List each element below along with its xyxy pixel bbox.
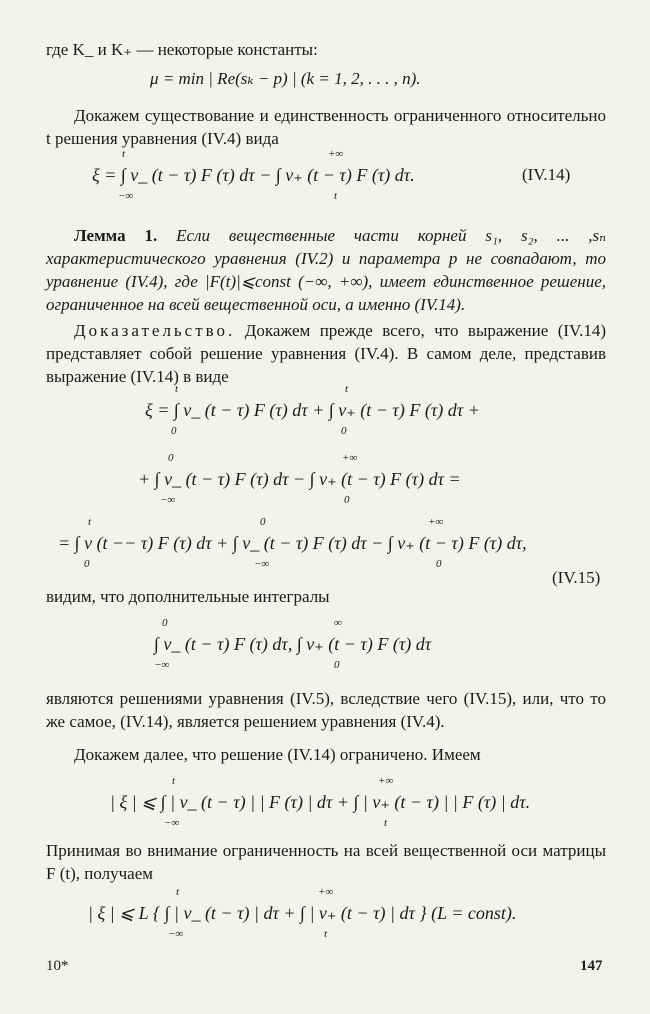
limit-upper: 0 [260, 516, 266, 528]
formula-iv15-line2 [0, 452, 650, 510]
formula-body: = ∫ v (t −− τ) F (τ) dτ + ∫ v_ (t − τ) F (τ) dτ − ∫ v₊ (t − τ) F (τ) dτ, [58, 533, 527, 553]
limit-upper: +∞ [342, 452, 358, 464]
limit-lower: −∞ [164, 817, 180, 829]
formula-body: | ξ | ⩽ L { ∫ | v_ (t − τ) | dτ + ∫ | v₊ (t − τ) | dτ } (L = const). [88, 903, 517, 923]
formula-body: ξ = ∫ v_ (t − τ) F (τ) dτ − ∫ v₊ (t − τ) F (τ) dτ. [92, 165, 415, 185]
limit-upper: +∞ [378, 775, 394, 787]
formula-iv14 [0, 148, 650, 206]
formula-body: + ∫ v_ (t − τ) F (τ) dτ − ∫ v₊ (t − τ) F (τ) dτ = [138, 469, 461, 489]
limit-lower: t [324, 928, 328, 940]
paragraph-existence: Докажем существование и единственность ограниченного относительно t решения уравнения (IV.4) вида [46, 106, 606, 148]
limit-upper: +∞ [328, 148, 344, 160]
limit-lower: t [384, 817, 388, 829]
intro-line: где K_ и K₊ — некоторые константы: [46, 40, 318, 59]
limit-upper: 0 [168, 452, 174, 464]
formula-additional-integrals [0, 617, 650, 675]
formula-iv15-line1 [0, 383, 650, 441]
limit-lower: −∞ [254, 558, 270, 570]
paragraph-taking-into-account: Принимая во внимание ограниченность на всей вещественной оси матрицы F (t), получаем [46, 841, 606, 883]
lemma-heading: Лемма 1. [74, 226, 158, 245]
paragraph-additional: видим, что дополнительные интегралы [46, 587, 330, 606]
formula-body: ξ = ∫ v_ (t − τ) F (τ) dτ + ∫ v₊ (t − τ) F (τ) dτ + [145, 400, 480, 420]
limit-upper: 0 [162, 617, 168, 629]
limit-lower: −∞ [154, 659, 170, 671]
limit-upper: ∞ [334, 617, 342, 629]
lemma-1 [46, 224, 606, 316]
limit-lower: −∞ [160, 494, 176, 506]
limit-upper: +∞ [428, 516, 444, 528]
limit-lower: −∞ [168, 928, 184, 940]
limit-upper: t [172, 775, 176, 787]
proof-paragraph [46, 319, 606, 388]
limit-upper: t [88, 516, 92, 528]
limit-lower: 0 [344, 494, 350, 506]
equation-number: (IV.15) [552, 568, 601, 587]
limit-upper: t [176, 886, 180, 898]
formula-mu: μ = min | Re(sₖ − p) | (k = 1, 2, . . . , n). [150, 69, 421, 88]
limit-lower: 0 [341, 425, 347, 437]
limit-upper: t [175, 383, 179, 395]
paragraph-bounded: Докажем далее, что решение (IV.14) ограничено. Имеем [74, 745, 481, 764]
signature-mark: 10* [46, 958, 69, 974]
formula-bound [0, 775, 650, 833]
formula-body: | ξ | ⩽ ∫ | v_ (t − τ) | | F (τ) | dτ + ∫ | v₊ (t − τ) | | F (τ) | dτ. [110, 792, 531, 812]
lemma-text: Если вещественные части корней s₁, s₂, ... ,sₙ характеристического уравнения (IV.2) и параметра p не совпадают, то уравнение (IV.4), где |F(t)|⩽const (−∞, +∞), имеет единственное решение, ограниченное на всей вещественной оси, а именно (IV.14). [46, 226, 607, 314]
formula-iv15-line3 [0, 516, 650, 574]
equation-number: (IV.14) [522, 165, 571, 184]
formula-body: ∫ v_ (t − τ) F (τ) dτ, ∫ v₊ (t − τ) F (τ) dτ [154, 634, 432, 654]
limit-upper: t [345, 383, 349, 395]
proof-text: Докажем прежде всего, что выражение (IV.14) представляет собой решение уравнения (IV.4). В самом деле, представив выражение (IV.14) в виде [46, 321, 607, 386]
paragraph-solutions: являются решениями уравнения (IV.5), вследствие чего (IV.15), или, что то же самое, (IV.14), является решением уравнения (IV.4). [46, 689, 606, 731]
limit-upper: t [122, 148, 126, 160]
formula-final [0, 886, 650, 944]
limit-upper: +∞ [318, 886, 334, 898]
proof-heading: Доказательство. [74, 321, 236, 340]
limit-lower: 0 [84, 558, 90, 570]
limit-lower: 0 [171, 425, 177, 437]
limit-lower: 0 [436, 558, 442, 570]
limit-lower: 0 [334, 659, 340, 671]
page-number: 147 [580, 958, 603, 974]
limit-lower: t [334, 190, 338, 202]
limit-lower: −∞ [118, 190, 134, 202]
